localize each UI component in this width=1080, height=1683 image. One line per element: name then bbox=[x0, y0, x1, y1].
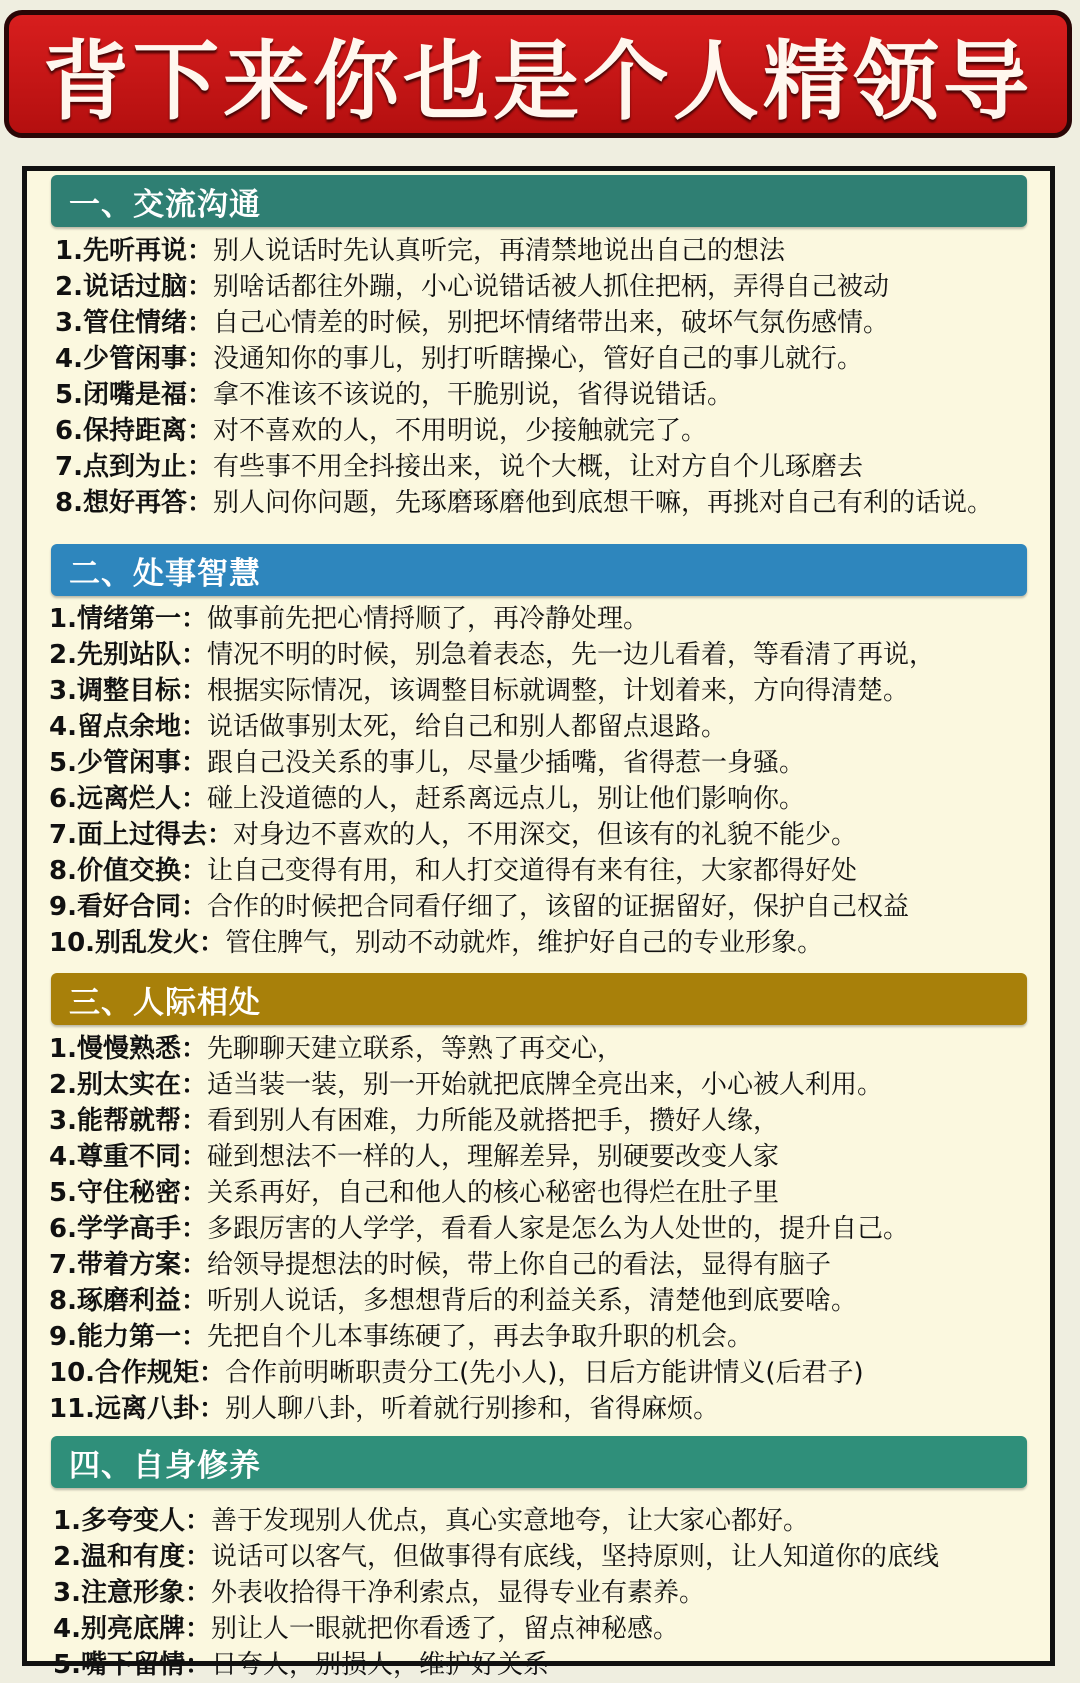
list-item: 8.想好再答：别人问你问题，先琢磨琢磨他到底想干嘛，再挑对自己有利的话说。 bbox=[55, 488, 993, 518]
section-header-communication: 一、交流沟通 bbox=[51, 175, 1027, 227]
list-item: 1.慢慢熟悉：先聊聊天建立联系，等熟了再交心， bbox=[49, 1034, 623, 1064]
list-item: 7.点到为止：有些事不用全抖接出来，说个大概，让对方自个儿琢磨去 bbox=[55, 452, 863, 482]
list-item: 8.琢磨利益：听别人说话，多想想背后的利益关系，清楚他到底要啥。 bbox=[49, 1286, 857, 1316]
section-header-relationships: 三、人际相处 bbox=[51, 973, 1027, 1025]
list-item: 1.多夸变人：善于发现别人优点，真心实意地夸，让大家心都好。 bbox=[53, 1506, 809, 1536]
list-item: 5.守住秘密：关系再好，自己和他人的核心秘密也得烂在肚子里 bbox=[49, 1178, 779, 1208]
list-item: 7.面上过得去：对身边不喜欢的人，不用深交，但该有的礼貌不能少。 bbox=[49, 820, 857, 850]
list-item: 2.说话过脑：别啥话都往外蹦，小心说错话被人抓住把柄，弄得自己被动 bbox=[55, 272, 889, 302]
list-item: 10.别乱发火：管住脾气，别动不动就炸，维护好自己的专业形象。 bbox=[49, 928, 824, 958]
list-item: 3.能帮就帮：看到别人有困难，力所能及就搭把手，攒好人缘， bbox=[49, 1106, 779, 1136]
list-item: 2.温和有度：说话可以客气，但做事得有底线，坚持原则，让人知道你的底线 bbox=[53, 1542, 939, 1572]
list-item: 3.注意形象：外表收拾得干净利索点，显得专业有素养。 bbox=[53, 1578, 705, 1608]
list-item: 2.先别站队：情况不明的时候，别急着表态，先一边儿看着，等看清了再说， bbox=[49, 640, 935, 670]
list-item: 5.少管闲事：跟自己没关系的事儿，尽量少插嘴，省得惹一身骚。 bbox=[49, 748, 805, 778]
section-list-communication bbox=[55, 233, 1045, 521]
list-item: 1.情绪第一：做事前先把心情捋顺了，再冷静处理。 bbox=[49, 604, 649, 634]
page-title: 背下来你也是个人精领导 bbox=[43, 32, 1033, 132]
list-item: 1.先听再说：别人说话时先认真听完，再清禁地说出自己的想法 bbox=[55, 236, 785, 266]
list-item: 8.价值交换：让自己变得有用，和人打交道得有来有往，大家都得好处 bbox=[49, 856, 857, 886]
list-item: 5.闭嘴是福：拿不准该不该说的，干脆别说，省得说错话。 bbox=[55, 380, 733, 410]
list-item: 6.远离烂人：碰上没道德的人，赶系离远点儿，别让他们影响你。 bbox=[49, 784, 805, 814]
section-header-handling: 二、处事智慧 bbox=[51, 544, 1027, 596]
title-banner bbox=[4, 10, 1072, 138]
list-item: 9.能力第一：先把自个儿本事练硬了，再去争取升职的机会。 bbox=[49, 1322, 753, 1352]
list-item: 4.别亮底牌：别让人一眼就把你看透了，留点神秘感。 bbox=[53, 1614, 679, 1644]
list-item: 6.保持距离：对不喜欢的人，不用明说，少接触就完了。 bbox=[55, 416, 707, 446]
list-item: 2.别太实在：适当装一装，别一开始就把底牌全亮出来，小心被人利用。 bbox=[49, 1070, 883, 1100]
list-item: 3.管住情绪：自己心情差的时候，别把坏情绪带出来，破坏气氛伤感情。 bbox=[55, 308, 889, 338]
list-item: 7.带着方案：给领导提想法的时候，带上你自己的看法，显得有脑子 bbox=[49, 1250, 831, 1280]
list-item: 10.合作规矩：合作前明晰职责分工(先小人)，日后方能讲情义(后君子) bbox=[49, 1358, 864, 1388]
list-item: 3.调整目标：根据实际情况，该调整目标就调整，计划着来，方向得清楚。 bbox=[49, 676, 909, 706]
list-item: 5.嘴下留情：日夸人，别损人，维护好关系 bbox=[53, 1650, 549, 1680]
list-item: 6.学学高手：多跟厉害的人学学，看看人家是怎么为人处世的，提升自己。 bbox=[49, 1214, 909, 1244]
section-list-handling bbox=[49, 601, 1039, 961]
list-item: 11.远离八卦：别人聊八卦，听着就行别掺和，省得麻烦。 bbox=[49, 1394, 720, 1424]
section-list-relationships bbox=[49, 1031, 1039, 1427]
list-item: 9.看好合同：合作的时候把合同看仔细了，该留的证据留好，保护自己权益 bbox=[49, 892, 909, 922]
section-list-self-cultivation bbox=[53, 1503, 1043, 1683]
content-panel bbox=[22, 166, 1055, 1680]
list-item: 4.少管闲事：没通知你的事儿，别打听瞎操心，管好自己的事儿就行。 bbox=[55, 344, 863, 374]
section-header-self-cultivation: 四、自身修养 bbox=[51, 1436, 1027, 1488]
list-item: 4.尊重不同：碰到想法不一样的人，理解差异，别硬要改变人家 bbox=[49, 1142, 779, 1172]
list-item: 4.留点余地：说话做事别太死，给自己和别人都留点退路。 bbox=[49, 712, 727, 742]
